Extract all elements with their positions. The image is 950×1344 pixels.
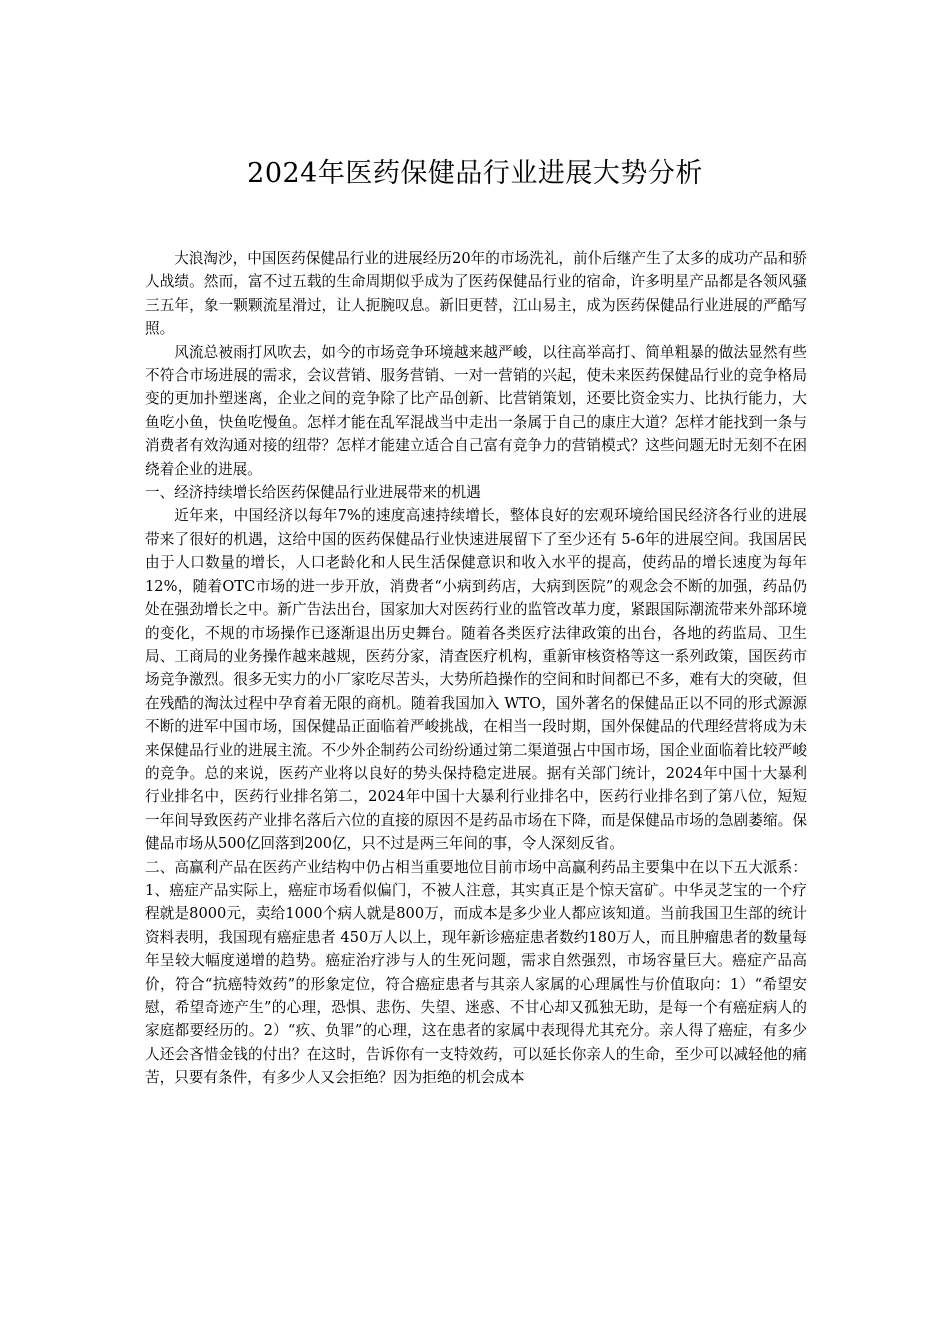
section-heading-2-paragraph: 二、高赢利产品在医药产业结构中仍占相当重要地位目前市场中高赢利药品主要集中在以下五大派系：1、癌症产品实际上，癌症市场看似偏门，不被人注意，其实真正是个惊天富矿。中华灵芝宝的一个疗程就是8000元，卖给1000个病人就是800万，而成本是多少业人都应该知道。当前我国卫生部的统计资料表明，我国现有癌症患者 450万人以上，现年新诊癌症患者数约180万人，而且肿瘤患者的数量每年呈较大幅度递增的趋势。癌症治疗涉与人的生死问题，需求自然强烈，市场容量巨大。癌症产品高价，符合“抗癌特效药”的形象定位，符合癌症患者与其亲人家属的心理属性与价值取向：1）“希望安慰，希望奇迹产生”的心理，恐惧、悲伤、失望、迷惑、不甘心却又孤独无助，是每一个有癌症病人的家庭都要经历的。2）“疚、负罪”的心理，这在患者的家属中表现得尤其充分。亲人得了癌症，有多少人还会吝惜金钱的付出？在这时，告诉你有一支特效药，可以延长你亲人的生命，至少可以减轻他的痛苦，只要有条件，有多少人又会拒绝？因为拒绝的机会成本 [145, 858, 807, 1087]
paragraph-intro: 大浪淘沙，中国医药保健品行业的进展经历20年的市场洗礼，前仆后继产生了太多的成功产品和骄人战绩。然而，富不过五载的生命周期似乎成为了医药保健品行业的宿命，许多明星产品都是各领风骚三五年，象一颗颗流星滑过，让人扼腕叹息。新旧更替，江山易主，成为医药保健品行业进展的严酷写照。 [145, 250, 807, 338]
paragraph-economic-growth: 近年来，中国经济以每年7%的速度高速持续增长，整体良好的宏观环境给国民经济各行业的进展带来了很好的机遇，这给中国的医药保健品行业快速进展留下了至少还有 5-6年的进展空间。我国居民由于人口数量的增长，人口老龄化和人民生活保健意识和收入水平的提高，使药品的增长速度为每年12%，随着OTC市场的进一步开放，消费者“小病到药店，大病到医院”的观念会不断的加强，药品仍处在强劲增长之中。新广告法出台，国家加大对医药行业的监管改革力度，紧跟国际潮流带来外部环境的变化，不规的市场操作已逐渐退出历史舞台。随着各类医疗法律政策的出台，各地的药监局、卫生局、工商局的业务操作越来越规，医药分家，清查医疗机构，重新审核资格等这一系列政策，国医药市场竞争激烈。很多无实力的小厂家吃尽苦头，大势所趋操作的空间和时间都已不多，难有大的突破，但在残酷的淘汰过程中孕育着无限的商机。随着我国加入 WTO，国外著名的保健品正以不同的形式源源不断的进军中国市场，国保健品正面临着严峻挑战，在相当一段时期，国外保健品的代理经营将成为未来保健品行业的进展主流。不少外企制药公司纷纷通过第二渠道强占中国市场，国企业面临着比较严峻的竞争。总的来说，医药产业将以良好的势头保持稳定进展。据有关部门统计，2024年中国十大暴利行业排名中，医药行业排名第二，2024年中国十大暴利行业排名中，医药行业排名到了第八位，短短一年间导致医药产业排名落后六位的直接的原因不是药品市场在下降，而是保健品市场的急剧萎缩。保健品市场从500亿回落到200亿，只不过是两三年间的事，令人深刻反省。 [145, 507, 807, 853]
paragraph-competition: 风流总被雨打风吹去，如今的市场竞争环境越来越严峻，以往高举高打、简单粗暴的做法显然有些不符合市场进展的需求，会议营销、服务营销、一对一营销的兴起，使未来医药保健品行业的竞争格局变的更加扑塑迷离，企业之间的竞争除了比产品创新、比营销策划，还要比资金实力、比执行能力，大鱼吃小鱼，快鱼吃慢鱼。怎样才能在乱军混战当中走出一条属于自己的康庄大道？怎样才能找到一条与消费者有效沟通对接的纽带？怎样才能建立适合自己富有竞争力的营销模式？这些问题无时无刻不在困绕着企业的进展。 [145, 343, 807, 478]
section-heading-1: 一、经济持续增长给医药保健品行业进展带来的机遇 [145, 484, 481, 502]
document-body [145, 247, 807, 1090]
document-title: 2024年医药保健品行业进展大势分析 [247, 158, 703, 189]
